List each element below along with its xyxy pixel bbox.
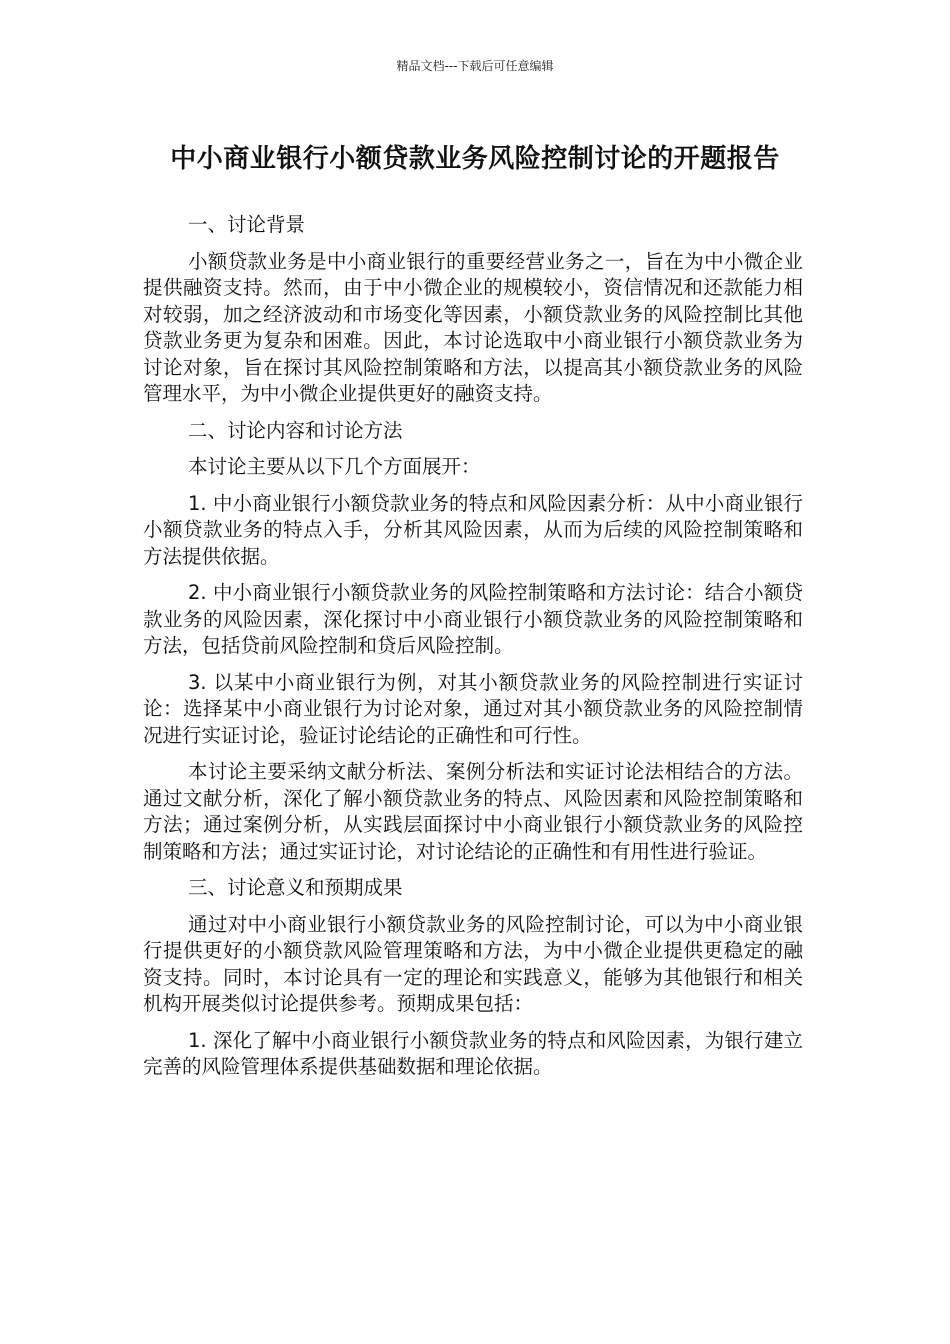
section-heading-significance: 三、讨论意义和预期成果	[188, 876, 403, 899]
paragraph-content-intro: 本讨论主要从以下几个方面展开：	[188, 455, 481, 478]
document-title: 中小商业银行小额贷款业务风险控制讨论的开题报告	[170, 144, 780, 174]
paragraph-significance: 通过对中小商业银行小额贷款业务的风险控制讨论，可以为中小商业银行提供更好的小额贷款风险管理策略和方法，为中小微企业提供更稳定的融资支持。同时，本讨论具有一定的理论和实践意义，能够为其他银行和相关机构开展类似讨论提供参考。预期成果包括：	[143, 912, 803, 1015]
section-heading-content-methods: 二、讨论内容和讨论方法	[188, 418, 403, 442]
header-note: 精品文档---下载后可任意编辑	[396, 59, 554, 73]
paragraph-background: 小额贷款业务是中小商业银行的重要经营业务之一，旨在为中小微企业提供融资支持。然而，由于中小微企业的规模较小，资信情况和还款能力相对较弱，加之经济波动和市场变化等因素，小额贷款业务的风险控制比其他贷款业务更为复杂和困难。因此，本讨论选取中小商业银行小额贷款业务为讨论对象，旨在探讨其风险控制策略和方法，以提高其小额贷款业务的风险管理水平，为中小微企业提供更好的融资支持。	[143, 249, 803, 405]
outcome-item-1: 1. 深化了解中小商业银行小额贷款业务的特点和风险因素，为银行建立完善的风险管理体系提供基础数据和理论依据。	[143, 1028, 803, 1078]
document-body	[143, 212, 803, 1091]
list-item-1: 1. 中小商业银行小额贷款业务的特点和风险因素分析：从中小商业银行小额贷款业务的特点入手，分析其风险因素，从而为后续的风险控制策略和方法提供依据。	[143, 491, 803, 568]
list-item-3: 3. 以某中小商业银行为例，对其小额贷款业务的风险控制进行实证讨论：选择某中小商业银行为讨论对象，通过对其小额贷款业务的风险控制情况进行实证讨论，验证讨论结论的正确性和可行性。	[143, 670, 803, 747]
paragraph-methods: 本讨论主要采纳文献分析法、案例分析法和实证讨论法相结合的方法。通过文献分析，深化了解小额贷款业务的特点、风险因素和风险控制策略和方法；通过案例分析，从实践层面探讨中小商业银行小额贷款业务的风险控制策略和方法；通过实证讨论，对讨论结论的正确性和有用性进行验证。	[143, 760, 803, 863]
list-item-2: 2. 中小商业银行小额贷款业务的风险控制策略和方法讨论：结合小额贷款业务的风险因素，深化探讨中小商业银行小额贷款业务的风险控制策略和方法，包括贷前风险控制和贷后风险控制。	[143, 581, 803, 657]
section-heading-background: 一、讨论背景	[188, 213, 306, 236]
